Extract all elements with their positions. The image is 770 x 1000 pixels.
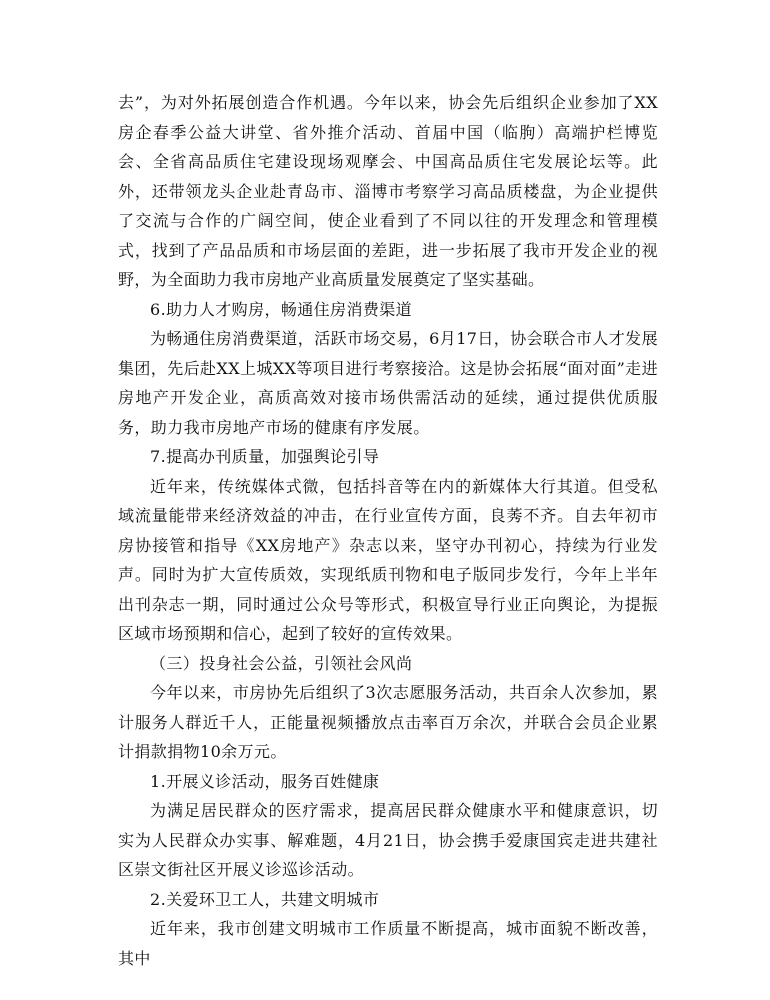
heading-sanitation-workers: 2.关爱环卫工人，共建文明城市 <box>150 889 380 909</box>
paragraph-sanitation-workers: 近年来，我市创建文明城市工作质量不断提高，城市面貌不断改善，其中 <box>118 919 658 968</box>
heading-talent-housing: 6.助力人才购房，畅通住房消费渠道 <box>150 299 413 319</box>
heading-publication-quality: 7.提高办刊质量，加强舆论引导 <box>150 447 380 466</box>
heading-free-clinic: 1.开展义诊活动，服务百姓健康 <box>150 771 380 791</box>
document-body <box>118 88 658 973</box>
paragraph-public-welfare: 今年以来，市房协先后组织了3次志愿服务活动，共百余人次参加，累计服务人群近千人，正能量视频播放点击率百万余次，并联合会员企业累计捐款捐物10余万元。 <box>118 683 658 761</box>
heading-public-welfare: （三）投身社会公益，引领社会风尚 <box>150 653 413 673</box>
paragraph-continued-outreach: 去”，为对外拓展创造合作机遇。今年以来，协会先后组织企业参加了XX房企春季公益大讲堂、省外推介活动、首届中国（临朐）高端护栏博览会、全省高品质住宅建设现场观摩会、中国高品质住宅发展论坛等。此外，还带领龙头企业赴青岛市、淄博市考察学习高品质楼盘，为企业提供了交流与合作的广阔空间，使企业看到了不同以往的开发理念和管理模式，找到了产品品质和市场层面的差距，进一步拓展了我市开发企业的视野，为全面助力我市房地产业高质量发展奠定了坚实基础。 <box>118 93 658 289</box>
paragraph-talent-housing: 为畅通住房消费渠道，活跃市场交易，6月17日，协会联合市人才发展集团，先后赴XX上城XX等项目进行考察接洽。这是协会拓展“面对面”走进房地产开发企业，高质高效对接市场供需活动的延续，通过提供优质服务，助力我市房地产市场的健康有序发展。 <box>118 329 658 437</box>
paragraph-free-clinic: 为满足居民群众的医疗需求，提高居民群众健康水平和健康意识，切实为人民群众办实事、解难题，4月21日，协会携手爱康国宾走进共建社区崇文街社区开展义诊巡诊活动。 <box>118 801 658 879</box>
paragraph-publication-quality: 近年来，传统媒体式微，包括抖音等在内的新媒体大行其道。但受私域流量能带来经济效益的冲击，在行业宣传方面，良莠不齐。自去年初市房协接管和指导《XX房地产》杂志以来，坚守办刊初心，持续为行业发声。同时为扩大宣传质效，实现纸质刊物和电子版同步发行，今年上半年出刊杂志一期，同时通过公众号等形式，积极宣导行业正向舆论，为提振区域市场预期和信心，起到了较好的宣传效果。 <box>118 476 658 643</box>
